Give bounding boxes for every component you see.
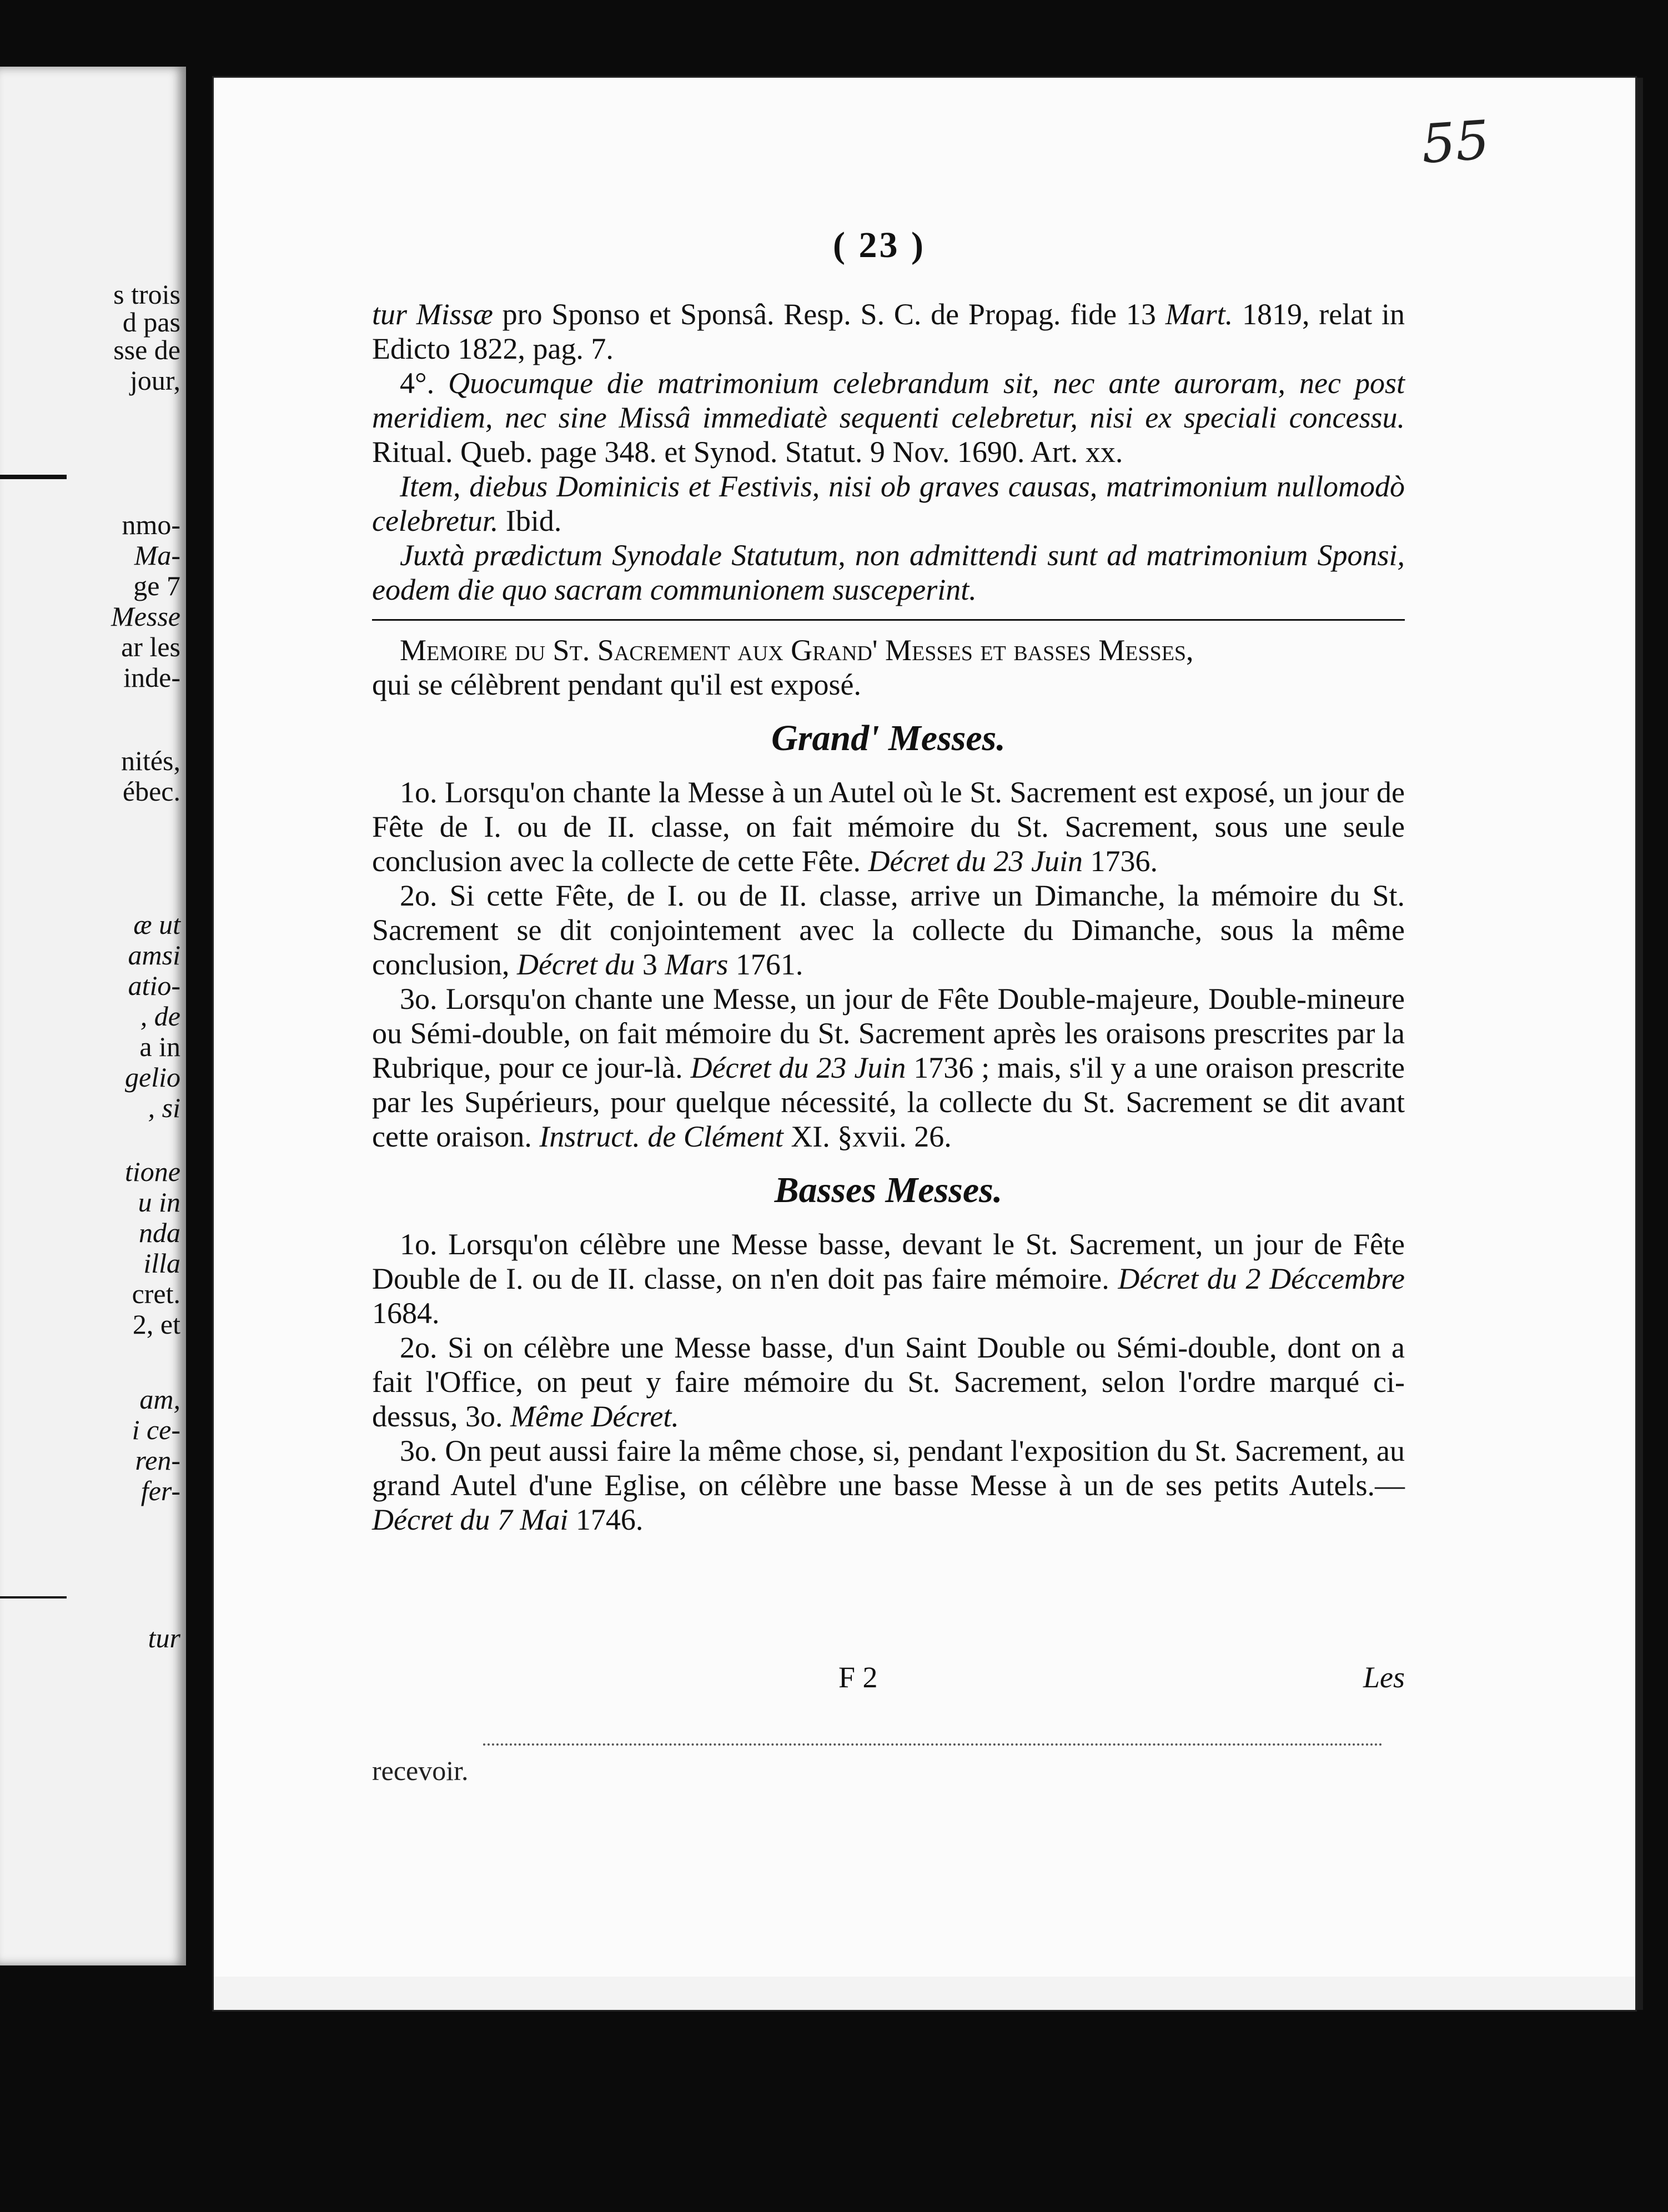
paragraph-grand-1	[372, 775, 1405, 878]
text-span: 1736 ; mais, s'il y a une oraison prescrite par les Supérieurs, pour quelque nécessité, la collecte du St. Sacrement se dit avant cette oraison.	[372, 1051, 1405, 1153]
left-page-fragment: Messe	[111, 601, 180, 632]
catchword: Les	[1363, 1661, 1405, 1694]
text-span: Mars	[665, 948, 729, 981]
text-span: Ibid.	[498, 504, 562, 537]
left-page-fragment: nmo-	[122, 509, 180, 540]
left-page-fragment: ébec.	[122, 776, 180, 807]
text-span: 1819, relat in Edicto 1822, pag. 7.	[372, 298, 1405, 365]
text-span: 3o. On peut aussi faire la même chose, si, pendant l'exposition du St. Sacrement, au grand Autel d'une Eglise, on célèbre une basse Messe à un de ses petits Autels.—	[372, 1434, 1405, 1502]
left-page-fragment: s trois	[113, 279, 180, 310]
text-span: 1746.	[568, 1503, 644, 1536]
text-span: Mart.	[1165, 298, 1233, 331]
text-span: Instruct. de Clément	[539, 1120, 783, 1153]
left-page-fragment: ge 7	[133, 570, 180, 601]
left-page-fragment: nités,	[121, 745, 180, 776]
paragraph-juxta: Juxtà prædictum Synodale Statutum, non admittendi sunt ad matrimonium Sponsi, eodem die quo sacram communionem susceperint.	[372, 539, 1405, 606]
text-span: 3	[635, 948, 665, 981]
handwritten-folio-number: 55	[1419, 108, 1491, 176]
left-page-fragment: 2, et	[132, 1309, 180, 1340]
text-span: Quocumque die matrimonium celebrandum sit, nec ante auroram, nec post meridiem, nec sine Missâ immediatè sequenti celebretur, nisi ex speciali concessu.	[372, 366, 1405, 434]
page-footer	[372, 1660, 1405, 1699]
text-span: 3o. Lorsqu'on chante une Messe, un jour de Fête Double-majeure, Double-mineure ou Sémi-double, on fait mémoire du St. Sacrement après les oraisons prescrites par la Rubrique, pour ce jour-là.	[372, 982, 1405, 1084]
paragraph-basses-1	[372, 1227, 1405, 1330]
page-underlay-strip	[214, 1977, 1635, 2010]
left-page-fragment: , si	[148, 1092, 180, 1123]
text-span: tur Missæ	[372, 298, 493, 331]
text-span: Décret du 23 Juin	[690, 1051, 906, 1084]
left-page-fragment: Ma-	[134, 540, 180, 571]
paragraph-grand-2	[372, 878, 1405, 982]
underlying-page-text: recevoir.	[372, 1755, 469, 1786]
left-page-fragment: u in	[138, 1187, 180, 1218]
text-span: Ritual. Queb. page 348. et Synod. Statut. 9 Nov. 1690. Art. xx.	[372, 435, 1123, 469]
left-page-fragment: sse de	[113, 334, 180, 365]
section-heading-basses-messes: Basses Messes.	[774, 1170, 1003, 1210]
paragraph-basses-3	[372, 1434, 1405, 1537]
left-page-fragment: i ce-	[132, 1414, 180, 1445]
left-page-fragment: d pas	[122, 306, 180, 338]
text-span: pro Sponso et Sponsâ. Resp. S. C. de Propag. fide 13	[493, 298, 1165, 331]
left-facing-page	[0, 67, 186, 1965]
memoire-heading: Memoire du St. Sacrement aux Grand' Messes et basses Messes,	[400, 634, 1194, 667]
left-page-fragment: inde-	[123, 662, 180, 693]
text-span: XI. §xvii. 26.	[783, 1120, 952, 1153]
text-span: 1o. Lorsqu'on chante la Messe à un Autel où le St. Sacrement est exposé, un jour de Fête de I. ou de II. classe, on fait mémoire du St. Sacrement, sous une seule conclusion avec la collecte de cette Fête.	[372, 776, 1405, 878]
text-span: 4°.	[400, 366, 449, 400]
left-page-fragment: jour,	[129, 365, 180, 396]
paragraph-continuation	[372, 297, 1405, 366]
text-span: 1684.	[372, 1296, 440, 1330]
paragraph-grand-3	[372, 982, 1405, 1154]
page-body	[372, 297, 1405, 1537]
left-page-fragment: nda	[139, 1217, 180, 1248]
left-page-fragment: atio-	[128, 970, 180, 1001]
left-page-rule	[0, 475, 67, 479]
left-page-fragment: amsi	[128, 939, 180, 971]
text-span: 1761.	[728, 948, 803, 981]
left-page-fragment: tur	[148, 1622, 180, 1653]
left-page-fragment: cret.	[132, 1278, 180, 1309]
text-span: 2o. Si cette Fête, de I. ou de II. classe, arrive un Dimanche, la mémoire du St. Sacrement se dit conjointement avec la collecte du Dimanche, sous la même conclusion,	[372, 879, 1405, 981]
left-page-fragment: illa	[143, 1248, 180, 1279]
text-span: Décret du 7 Mai	[372, 1503, 569, 1536]
text-span: Item, diebus Dominicis et Festivis, nisi ob graves causas, matrimonium nullomodò celebretur.	[372, 470, 1405, 537]
paragraph-item	[372, 469, 1405, 538]
left-page-fragment: ar les	[121, 631, 180, 662]
left-page-fragment: ren-	[135, 1445, 180, 1476]
section-heading-grand-messes: Grand' Messes.	[771, 718, 1006, 758]
paragraph-basses-2	[372, 1330, 1405, 1434]
text-span: Décret du 2 Déccembre	[1118, 1262, 1405, 1295]
left-page-rule	[0, 1596, 67, 1598]
left-page-fragment: fer-	[140, 1475, 180, 1506]
text-span: 1736.	[1082, 844, 1158, 878]
left-page-fragment: , de	[140, 1001, 180, 1032]
signature-mark: F 2	[838, 1661, 878, 1694]
bleed-through-text	[483, 1743, 1383, 1752]
paragraph-4	[372, 366, 1405, 469]
page-number: ( 23 )	[833, 225, 926, 265]
text-span: Décret du 23 Juin	[868, 844, 1083, 878]
left-page-fragment: am,	[139, 1384, 180, 1415]
left-page-fragment: æ ut	[133, 909, 180, 940]
left-page-fragment: tione	[125, 1156, 180, 1187]
text-span: Décret du	[516, 948, 635, 981]
text-span: 1o. Lorsqu'on célèbre une Messe basse, devant le St. Sacrement, un jour de Fête Double de I. ou de II. classe, on n'en doit pas faire mémoire.	[372, 1228, 1405, 1295]
text-span: Même Décret.	[510, 1400, 679, 1433]
section-rule	[372, 619, 1405, 621]
left-page-fragment: a in	[139, 1031, 180, 1062]
text-span: 2o. Si on célèbre une Messe basse, d'un Saint Double ou Sémi-double, dont on a fait l'Office, on peut y faire mémoire du St. Sacrement, selon l'ordre marqué ci-dessus, 3o.	[372, 1331, 1405, 1433]
memoire-subheading: qui se célèbrent pendant qu'il est exposé.	[372, 668, 861, 701]
left-page-fragment: gelio	[125, 1062, 180, 1093]
